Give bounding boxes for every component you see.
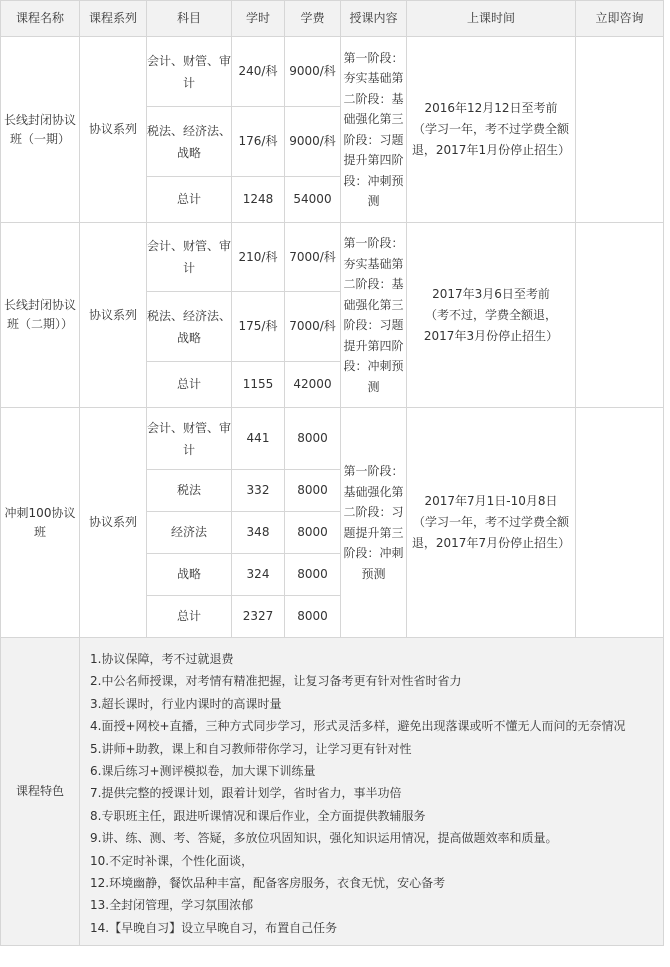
fee-cell: 7000/科	[285, 292, 341, 362]
course-name: 长线封闭协议班（一期）	[1, 37, 80, 223]
consult-cell[interactable]	[576, 223, 664, 408]
schedule-date: 2017年7月1日-10月8日	[424, 494, 558, 508]
feature-item: 10.不定时补课，个性化面谈，	[90, 853, 254, 868]
fee-cell: 54000	[285, 177, 341, 223]
course-name: 冲刺100协议班	[1, 408, 80, 638]
feature-item: 8.专职班主任，跟进听课情况和课后作业，全方面提供教辅服务	[90, 808, 426, 823]
schedule-cell	[407, 37, 576, 223]
subject-cell: 总计	[147, 596, 232, 638]
content-cell: 第一阶段：夯实基础第二阶段：基础强化第三阶段：习题提升第四阶段：冲刺预测	[341, 37, 407, 223]
schedule-date: 2016年12月12日至考前	[424, 101, 558, 115]
subject-cell: 税法	[147, 470, 232, 512]
feature-item: 2.中公名师授课，对考情有精准把握，让复习备考更有针对性省时省力	[90, 674, 462, 689]
hours-cell: 348	[232, 512, 285, 554]
consult-cell[interactable]	[576, 408, 664, 638]
table-header-row	[1, 1, 664, 37]
header-course-series: 课程系列	[80, 1, 147, 37]
table-row	[1, 37, 664, 107]
feature-item: 5.讲师+助教，课上和自习教师带你学习，让学习更有针对性	[90, 741, 412, 756]
hours-cell: 176/科	[232, 107, 285, 177]
schedule-note: （学习一年，考不过学费全额退，2017年7月份停止招生）	[411, 515, 571, 550]
feature-item: 14.【早晚自习】设立早晚自习，布置自己任务	[90, 920, 338, 935]
hours-cell: 175/科	[232, 292, 285, 362]
fee-cell: 8000	[285, 408, 341, 470]
fee-cell: 8000	[285, 512, 341, 554]
fee-cell: 9000/科	[285, 37, 341, 107]
hours-cell: 324	[232, 554, 285, 596]
header-hours: 学时	[232, 1, 285, 37]
subject-cell: 会计、财管、审计	[147, 223, 232, 292]
header-subject: 科目	[147, 1, 232, 37]
feature-item: 6.课后练习+测评模拟卷，加大课下训练量	[90, 764, 316, 779]
fee-cell: 8000	[285, 554, 341, 596]
subject-cell: 总计	[147, 177, 232, 223]
subject-cell: 税法、经济法、战略	[147, 107, 232, 177]
schedule-note: （学习一年，考不过学费全额退，2017年1月份停止招生）	[411, 122, 571, 157]
schedule-cell	[407, 223, 576, 408]
feature-item: 3.超长课时，行业内课时的高课时量	[90, 696, 282, 711]
fee-cell: 8000	[285, 596, 341, 638]
content-cell: 第一阶段：夯实基础第二阶段：基础强化第三阶段：习题提升第四阶段：冲刺预测	[341, 223, 407, 408]
header-schedule: 上课时间	[407, 1, 576, 37]
course-name: 长线封闭协议班（二期））	[1, 223, 80, 408]
header-consult: 立即咨询	[576, 1, 664, 37]
schedule-note: （考不过，学费全额退，2017年3月份停止招生）	[423, 307, 559, 343]
header-course-name: 课程名称	[1, 1, 80, 37]
subject-cell: 总计	[147, 362, 232, 408]
course-series: 协议系列	[80, 37, 147, 223]
hours-cell: 441	[232, 408, 285, 470]
subject-cell: 会计、财管、审计	[147, 408, 232, 470]
subject-cell: 税法、经济法、战略	[147, 292, 232, 362]
feature-item: 1.协议保障，考不过就退费	[90, 652, 234, 666]
hours-cell: 332	[232, 470, 285, 512]
feature-item: 7.提供完整的授课计划，跟着计划学，省时省力，事半功倍	[90, 786, 402, 801]
subject-cell: 经济法	[147, 512, 232, 554]
subject-cell: 战略	[147, 554, 232, 596]
header-fee: 学费	[285, 1, 341, 37]
hours-cell: 1248	[232, 177, 285, 223]
header-content: 授课内容	[341, 1, 407, 37]
course-series: 协议系列	[80, 223, 147, 408]
content-cell: 第一阶段：基础强化第二阶段：习题提升第三阶段：冲刺预测	[341, 408, 407, 638]
feature-item: 4.面授+网校+直播，三种方式同步学习，形式灵活多样，避免出现落课或听不懂无人而问的无奈情况	[90, 719, 626, 734]
feature-item: 9.讲、练、测、考、答疑，多放位巩固知识，强化知识运用情况，提高做题效率和质量。	[90, 831, 558, 846]
fee-cell: 42000	[285, 362, 341, 408]
schedule-date: 2017年3月6日至考前	[432, 286, 550, 301]
consult-cell[interactable]	[576, 37, 664, 223]
feature-item: 13.全封闭管理，学习氛围浓郁	[90, 898, 254, 913]
features-row	[1, 638, 664, 946]
hours-cell: 210/科	[232, 223, 285, 292]
hours-cell: 240/科	[232, 37, 285, 107]
hours-cell: 2327	[232, 596, 285, 638]
subject-cell: 会计、财管、审计	[147, 37, 232, 107]
hours-cell: 1155	[232, 362, 285, 408]
feature-item: 12.环境幽静，餐饮品种丰富，配备客房服务，衣食无忧，安心备考	[90, 876, 446, 891]
fee-cell: 9000/科	[285, 107, 341, 177]
schedule-cell	[407, 408, 576, 638]
fee-cell: 8000	[285, 470, 341, 512]
fee-cell: 7000/科	[285, 223, 341, 292]
table-row	[1, 408, 664, 470]
course-series: 协议系列	[80, 408, 147, 638]
features-cell	[80, 638, 664, 946]
table-row	[1, 223, 664, 292]
features-title: 课程特色	[1, 638, 80, 946]
